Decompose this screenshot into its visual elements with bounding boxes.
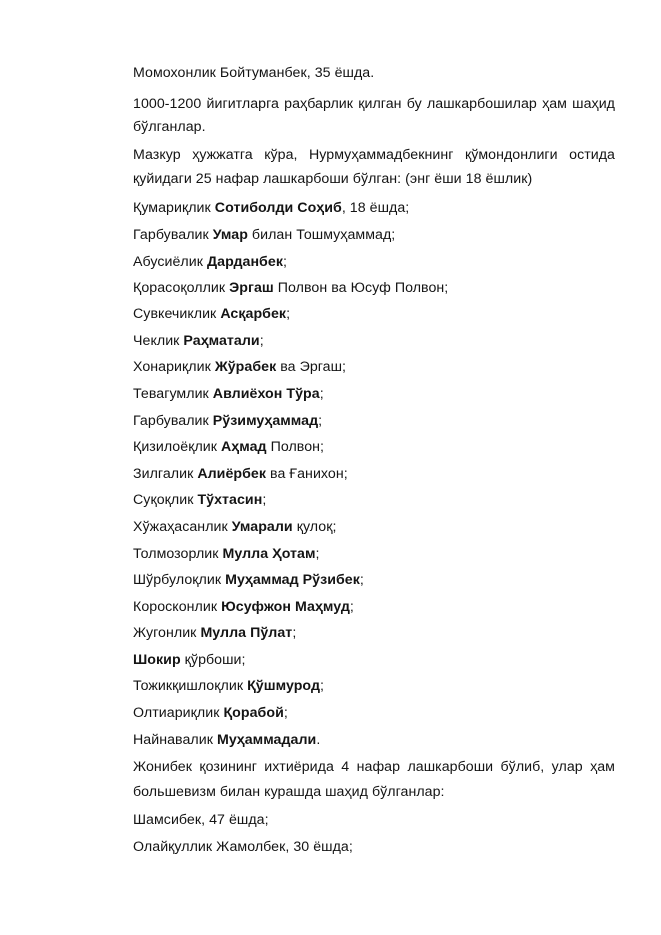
commander-name: Юсуфжон Маҳмуд — [221, 599, 350, 615]
commander-place: Чеклик — [133, 333, 184, 349]
commander-item — [133, 651, 246, 669]
commander-place: Сувкечиклик — [133, 306, 221, 322]
commander-name: Алиёрбек — [197, 466, 267, 482]
commander-suffix: қўрбоши; — [180, 652, 246, 668]
commander-name: Раҳматали — [183, 333, 260, 349]
commander-name: Тўхтасин — [197, 492, 263, 508]
intro-line-4: Мазкур ҳужжатга кўра, Нурмуҳаммадбекнинг қўмондонлиги остида — [133, 147, 615, 163]
commander-name: Умар — [212, 227, 248, 243]
commander-place: Найнавалик — [133, 732, 217, 748]
commander-place: Суқоқлик — [133, 492, 198, 508]
commander-name: Эргаш — [229, 280, 274, 296]
commander-suffix: Полвон; — [266, 439, 325, 455]
commander-place: Толмозорлик — [133, 546, 223, 562]
commander-item — [133, 704, 288, 722]
commander-name: Муҳаммадали — [216, 732, 317, 748]
commander-place: Хўжаҳасанлик — [133, 519, 232, 535]
commander-item — [133, 465, 348, 483]
commander-item — [133, 305, 290, 323]
commander-place: Абусиёлик — [133, 254, 207, 270]
commander-item — [133, 491, 266, 509]
commander-item — [133, 438, 324, 456]
commander-place: Зилгалик — [133, 466, 198, 482]
commander-item — [133, 332, 264, 350]
commander-name: Қорабой — [223, 705, 284, 721]
commander-name: Дарданбек — [206, 254, 283, 270]
outro-line-2: большевизм билан курашда шаҳид бўлганлар: — [133, 784, 445, 800]
commander-name: Аҳмад — [221, 439, 267, 455]
commander-suffix: ; — [259, 333, 264, 349]
commander-place: Тевагумлик — [133, 386, 213, 402]
commander-item — [133, 358, 346, 376]
commander-item — [133, 253, 287, 271]
commander-suffix: ва Ғанихон; — [266, 466, 348, 482]
commander-item — [133, 677, 324, 695]
commander-suffix: ; — [283, 705, 288, 721]
commander-place: Олтиариқлик — [133, 705, 224, 721]
commander-suffix: ва Эргаш; — [276, 359, 347, 375]
commander-item — [133, 279, 448, 297]
commander-item — [133, 226, 395, 244]
commander-suffix: ; — [282, 254, 287, 270]
commander-suffix: ; — [320, 678, 324, 694]
commander-item — [133, 571, 364, 589]
commander-suffix: . — [316, 732, 321, 748]
commander-place: Жугонлик — [133, 625, 201, 641]
outro-line-1: Жонибек қозининг ихтиёрида 4 нафар лашкарбоши бўлиб, улар ҳам — [133, 759, 615, 775]
commander-suffix: ; — [292, 625, 297, 641]
commander-name: Муҳаммад Рўзибек — [225, 572, 360, 588]
commander-item — [133, 518, 336, 536]
commander-place: Гарбувалик — [133, 413, 213, 429]
commander-name: Жўрабек — [214, 359, 277, 375]
commander-name: Рўзимуҳаммад — [212, 413, 319, 429]
commander-place: Шўрбулоқлик — [133, 572, 226, 588]
commander-suffix: ; — [286, 306, 291, 322]
commander-suffix: ; — [318, 413, 323, 429]
intro-line-1: Момохонлик Бойтуманбек, 35 ёшда. — [133, 65, 375, 81]
commander-place: Қумариқлик — [133, 200, 215, 216]
commander-name: Сотиболди Соҳиб — [214, 200, 342, 216]
commander-suffix: билан Тошмуҳаммад; — [247, 227, 396, 243]
commander-item — [133, 412, 322, 430]
commander-place: Қизилоёқлик — [133, 439, 221, 455]
commander-suffix: қулоқ; — [292, 519, 337, 535]
commander-name: Умарали — [231, 519, 293, 535]
commander-suffix: ; — [315, 546, 320, 562]
intro-line-3: бўлганлар. — [133, 119, 206, 135]
commander-place: Коросконлик — [133, 599, 222, 615]
commander-item — [133, 624, 296, 642]
intro-line-5: қуйидаги 25 нафар лашкарбоши бўлган: (энг ёши 18 ёшлик) — [133, 171, 533, 187]
commander-suffix: ; — [262, 492, 267, 508]
commander-place: Хонариқлик — [133, 359, 215, 375]
commander-suffix: , 18 ёшда; — [341, 200, 410, 216]
intro-line-2: 1000-1200 йигитларга раҳбарлик қилган бу лашкарбошилар ҳам шаҳид — [133, 96, 615, 112]
commander-place: Гарбувалик — [133, 227, 213, 243]
commander-name: Мулла Пўлат — [200, 625, 293, 641]
commander-item — [133, 199, 409, 217]
commander-suffix: ; — [349, 599, 354, 615]
commander-suffix: Полвон ва Юсуф Полвон; — [273, 280, 449, 296]
commander-name: Мулла Ҳотам — [222, 546, 316, 562]
outro-line-3: Шамсибек, 47 ёшда; — [133, 812, 269, 828]
commander-name: Қўшмурод — [247, 678, 320, 694]
commander-item — [133, 598, 354, 616]
commander-item — [133, 385, 324, 403]
commander-suffix: ; — [319, 386, 324, 402]
commander-name: Асқарбек — [220, 306, 287, 322]
commander-place: Қорасоқоллик — [133, 280, 230, 296]
outro-line-4: Олайқуллик Жамолбек, 30 ёшда; — [133, 839, 353, 855]
commander-place: Тожикқишлоқлик — [133, 678, 248, 694]
commander-item — [133, 731, 320, 749]
commander-item — [133, 545, 320, 563]
commander-name: Авлиёхон Тўра — [212, 386, 320, 402]
commander-suffix: ; — [359, 572, 364, 588]
commander-name: Шокир — [133, 652, 181, 668]
